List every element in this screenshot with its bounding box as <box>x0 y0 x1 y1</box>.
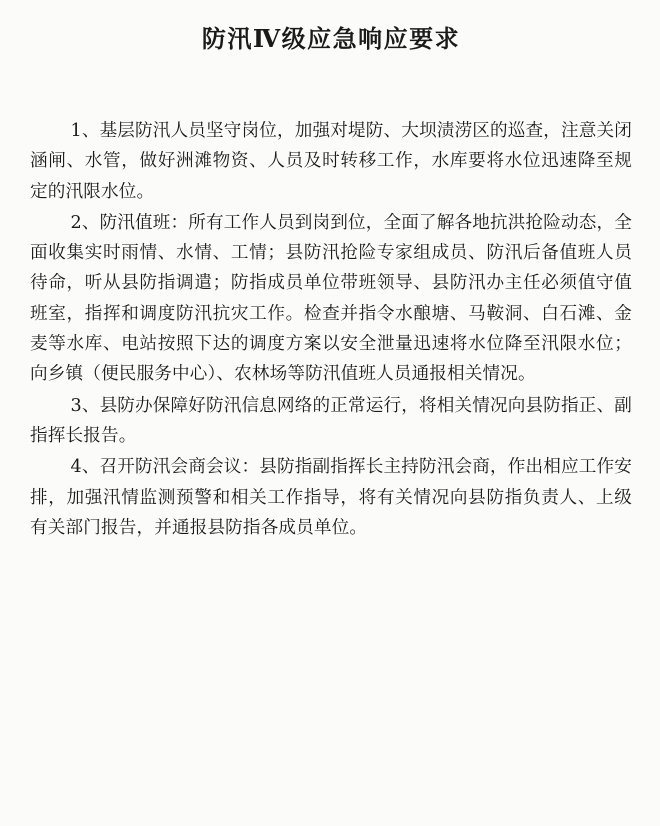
document-body <box>30 116 632 543</box>
paragraph-3: 3、县防办保障好防汛信息网络的正常运行，将相关情况向县防指正、副指挥长报告。 <box>30 395 632 446</box>
paragraph-2: 2、防汛值班：所有工作人员到岗到位，全面了解各地抗洪抢险动态，全面收集实时雨情、水情、工情；县防汛抢险专家组成员、防汛后备值班人员待命，听从县防指调遣；防指成员单位带班领导、县防汛办主任必须值守值班室，指挥和调度防汛抗灾工作。检查并指令水酿塘、马鞍洞、白石滩、金麦等水库、电站按照下达的调度方案以安全泄量迅速将水位降至汛限水位；向乡镇（便民服务中心）、农林场等防汛值班人员通报相关情况。 <box>30 212 632 385</box>
paragraph-1: 1、基层防汛人员坚守岗位，加强对堤防、大坝渍涝区的巡查，注意关闭涵闸、水管，做好洲滩物资、人员及时转移工作，水库要将水位迅速降至规定的汛限水位。 <box>30 121 632 202</box>
document-title: 防汛Ⅳ级应急响应要求 <box>201 24 461 53</box>
paragraph-4: 4、召开防汛会商会议：县防指副指挥长主持防汛会商，作出相应工作安排，加强汛情监测预警和相关工作指导，将有关情况向县防指负责人、上级有关部门报告，并通报县防指各成员单位。 <box>30 457 632 538</box>
